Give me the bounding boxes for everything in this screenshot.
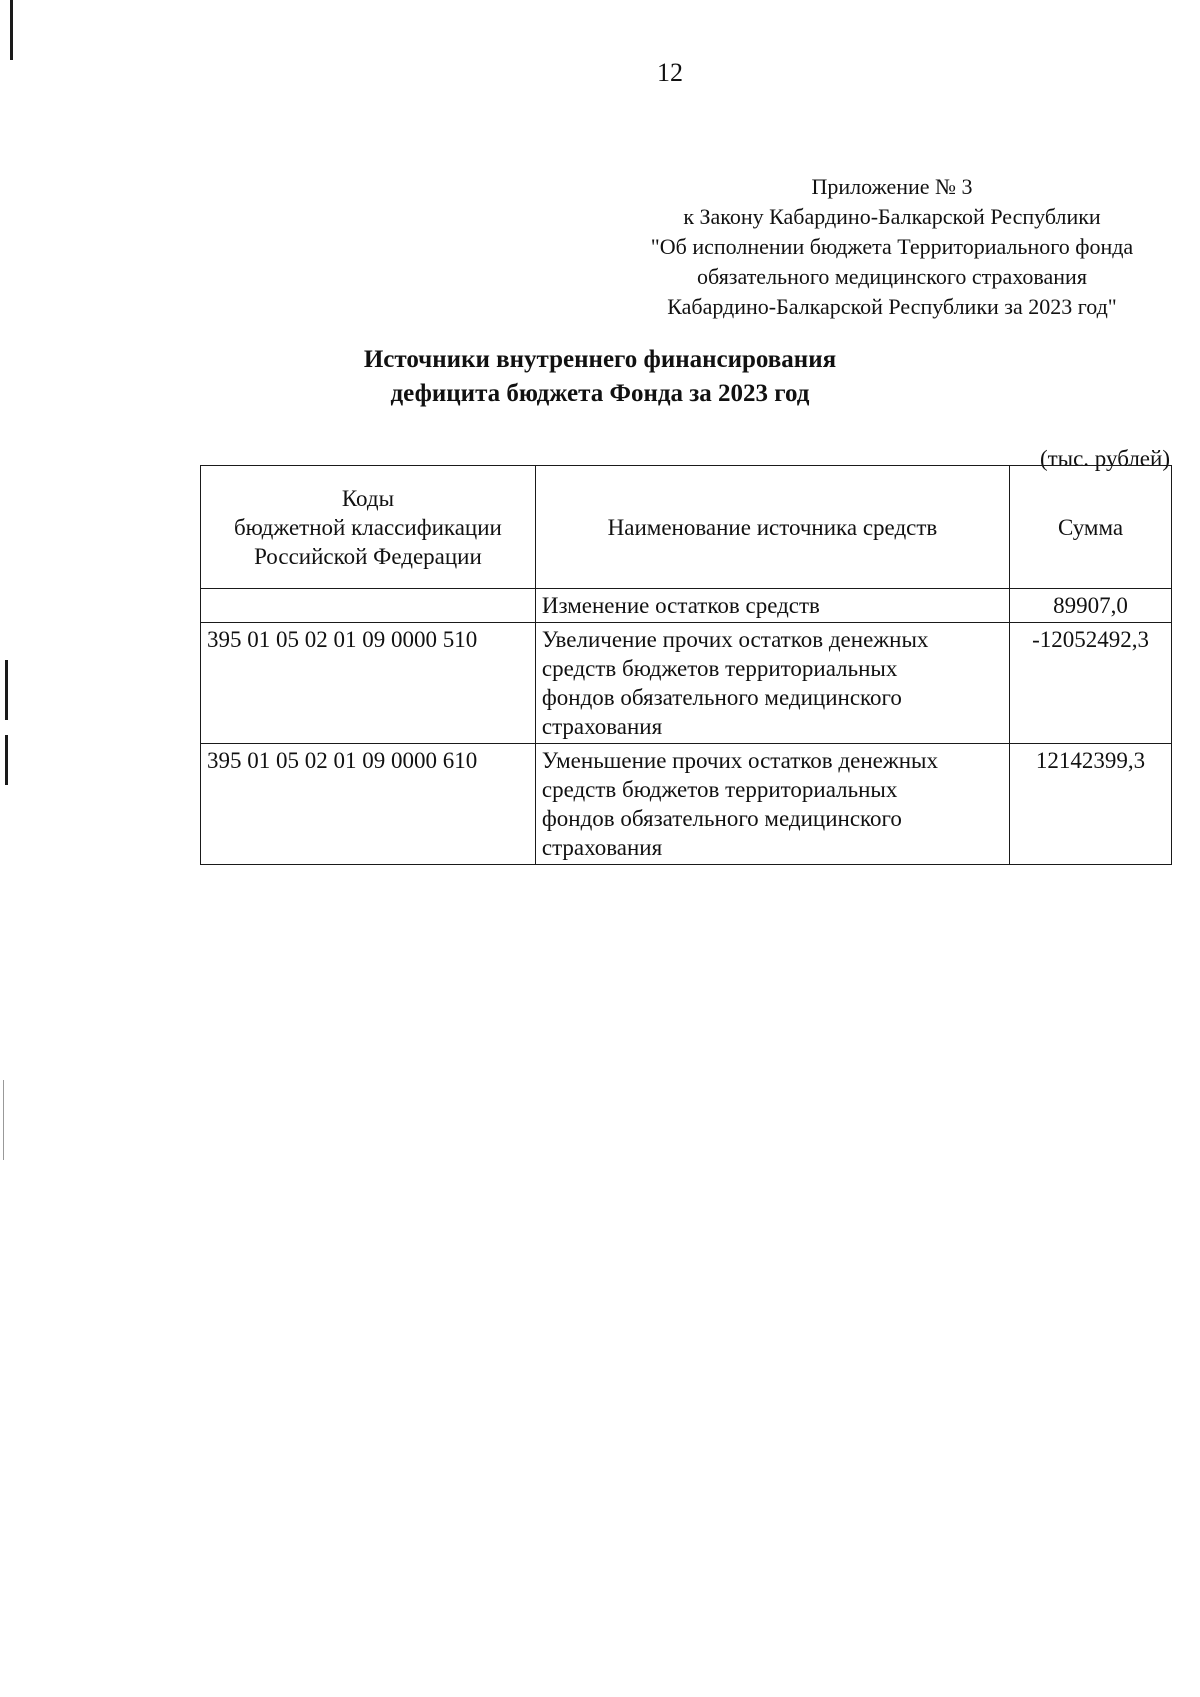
row-name-line: Увеличение прочих остатков денежных: [541, 627, 929, 652]
scan-mark: [5, 735, 8, 785]
document-title: [330, 343, 870, 411]
table-row: [201, 623, 1172, 744]
row-name-line: страхования: [541, 714, 663, 739]
row-sum: -12052492,3: [1010, 623, 1172, 744]
header-code-line: бюджетной классификации: [233, 514, 502, 540]
row-name-line: фондов обязательного медицинского: [541, 806, 902, 831]
row-name-line: средств бюджетов территориальных: [541, 777, 898, 802]
title-line: Источники внутреннего финансирования: [363, 346, 837, 373]
units-label: (тыс. рублей): [1039, 446, 1170, 471]
row-name-line: страхования: [541, 835, 663, 860]
header-name: Наименование источника средств: [535, 466, 1009, 589]
scan-mark: [3, 1080, 4, 1160]
table-header-row: [201, 466, 1172, 589]
row-code: [201, 589, 536, 623]
financing-sources-table: [200, 465, 1172, 865]
appendix-line: к Закону Кабардино-Балкарской Республики: [683, 204, 1101, 229]
row-name-line: Уменьшение прочих остатков денежных: [541, 748, 938, 773]
header-sum: Сумма: [1010, 466, 1172, 589]
scan-mark: [5, 660, 8, 720]
row-code: 395 01 05 02 01 09 0000 610: [201, 744, 536, 865]
appendix-line: Кабардино-Балкарской Республики за 2023 год": [667, 294, 1117, 319]
title-line: дефицита бюджета Фонда за 2023 год: [390, 380, 810, 407]
row-code: 395 01 05 02 01 09 0000 510: [201, 623, 536, 744]
appendix-line: Приложение № 3: [811, 174, 973, 199]
row-name: [535, 744, 1009, 865]
page-number: 12: [657, 58, 683, 87]
header-code-line: Российской Федерации: [254, 543, 482, 569]
appendix-reference: [612, 172, 1172, 322]
row-name: [535, 623, 1009, 744]
table-row: [201, 744, 1172, 865]
header-code-line: Коды: [341, 485, 395, 511]
row-name-line: фондов обязательного медицинского: [541, 685, 902, 710]
row-sum: 12142399,3: [1010, 744, 1172, 865]
scan-mark: [10, 0, 13, 60]
appendix-line: обязательного медицинского страхования: [697, 264, 1087, 289]
row-name: [535, 589, 1009, 623]
table-row: [201, 589, 1172, 623]
header-code: [201, 466, 536, 589]
row-sum: 89907,0: [1010, 589, 1172, 623]
row-name-line: Изменение остатков средств: [541, 593, 820, 618]
row-name-line: средств бюджетов территориальных: [541, 656, 898, 681]
appendix-line: "Об исполнении бюджета Территориального фонда: [650, 234, 1134, 259]
